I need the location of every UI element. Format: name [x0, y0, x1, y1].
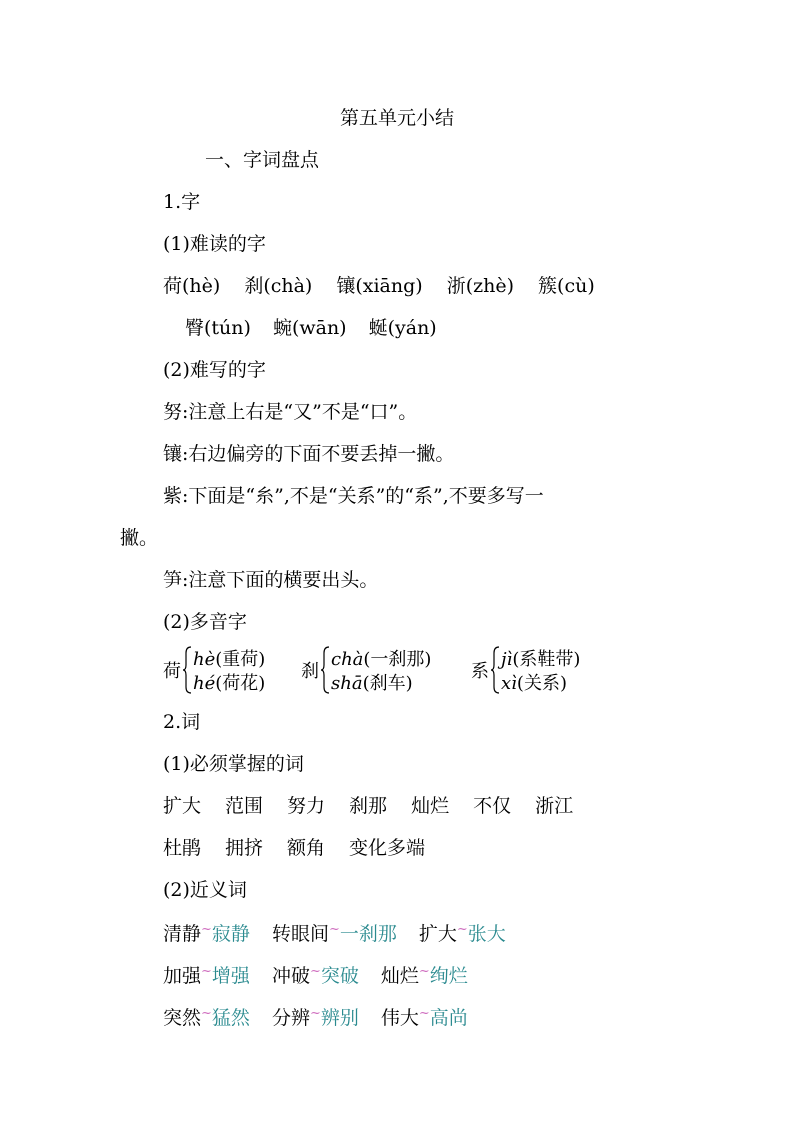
pinyin: xì [501, 673, 517, 694]
subsection-characters: 1.字 [163, 191, 201, 213]
polyphone-entry [163, 645, 293, 695]
tilde-mark: ~ [309, 1006, 321, 1021]
synonym-row [163, 960, 468, 988]
synonym-match: 一刹那 [339, 923, 397, 945]
synonym-word: 扩大 [418, 923, 457, 945]
hard-read-row-1 [163, 274, 595, 298]
section-heading: 一、字词盘点 [205, 149, 320, 171]
synonym-match: 高尚 [429, 1007, 468, 1029]
synonym-word: 冲破 [271, 965, 310, 987]
example-word: (荷花) [215, 673, 266, 694]
synonym-word: 灿烂 [380, 965, 419, 987]
example-word: (重荷) [215, 649, 266, 670]
polyphone-char: 荷 [163, 661, 181, 682]
tilde-mark: ~ [418, 964, 430, 979]
tilde-mark: ~ [309, 964, 321, 979]
tilde-mark: ~ [418, 1006, 430, 1021]
synonym-word: 伟大 [380, 1007, 419, 1029]
pinyin: jì [501, 649, 513, 670]
synonym-word: 转眼间 [271, 923, 329, 945]
tilde-mark: ~ [328, 922, 340, 937]
hard-write-note-continued: 撇。 [120, 527, 159, 549]
vocab-word: 拥挤 [225, 837, 264, 859]
hard-read-item: 镶(xiāng) [336, 275, 423, 297]
vocab-word: 变化多端 [349, 837, 426, 859]
synonym-word: 分辨 [271, 1007, 310, 1029]
tilde-mark: ~ [201, 1006, 212, 1021]
polyphone-heading: (2)多音字 [163, 611, 247, 633]
polyphone-char: 刹 [301, 661, 319, 682]
tilde-mark: ~ [201, 922, 212, 937]
hard-write-note: 笋:注意下面的横要出头。 [163, 569, 379, 591]
example-word: (关系) [516, 673, 567, 694]
vocab-word: 扩大 [163, 795, 202, 817]
tilde-mark: ~ [201, 964, 212, 979]
brace-icon [491, 645, 500, 695]
hard-read-item: 臀(tún) [185, 317, 251, 339]
polyphone-char: 系 [471, 661, 489, 682]
hard-read-item: 刹(chà) [244, 275, 313, 297]
vocab-word: 浙江 [535, 795, 574, 817]
pinyin: hè [193, 649, 216, 670]
hard-write-heading: (2)难写的字 [163, 359, 266, 381]
synonym-row [163, 918, 506, 946]
vocab-word: 范围 [225, 795, 264, 817]
must-know-heading: (1)必须掌握的词 [163, 753, 304, 775]
hard-read-item: 蜒(yán) [368, 317, 437, 339]
hard-read-heading: (1)难读的字 [163, 233, 266, 255]
synonym-match: 增强 [211, 965, 250, 987]
synonym-match: 绚烂 [429, 965, 468, 987]
synonym-match: 张大 [467, 923, 506, 945]
hard-read-item: 浙(zhè) [446, 275, 515, 297]
subsection-words: 2.词 [163, 711, 201, 733]
pinyin: shā [331, 673, 363, 694]
page-title: 第五单元小结 [339, 107, 454, 129]
example-word: (一刹那) [363, 649, 432, 670]
vocab-word: 不仅 [473, 795, 512, 817]
hard-read-item: 蜿(wān) [272, 317, 347, 339]
must-know-row-2 [163, 836, 425, 860]
hard-write-note: 努:注意上右是“又”不是“口”。 [163, 401, 418, 423]
polyphone-entry [471, 645, 631, 695]
brace-icon [183, 645, 192, 695]
example-word: (刹车) [362, 673, 413, 694]
hard-read-item: 簇(cù) [538, 275, 595, 297]
polyphone-entry [301, 645, 461, 695]
synonym-word: 突然 [163, 1007, 202, 1029]
vocab-word: 努力 [287, 795, 326, 817]
synonym-match: 寂静 [211, 923, 250, 945]
synonym-row [163, 1002, 468, 1030]
synonym-word: 加强 [163, 965, 202, 987]
example-word: (系鞋带) [512, 649, 581, 670]
vocab-word: 刹那 [349, 795, 388, 817]
synonym-word: 清静 [163, 923, 202, 945]
vocab-word: 杜鹃 [163, 837, 202, 859]
pinyin: chà [331, 649, 364, 670]
must-know-row-1 [163, 794, 573, 818]
synonym-match: 突破 [320, 965, 359, 987]
hard-read-item: 荷(hè) [163, 275, 221, 297]
vocab-word: 灿烂 [411, 795, 450, 817]
hard-write-note: 镶:右边偏旁的下面不要丢掉一撇。 [163, 443, 455, 465]
synonym-match: 辨别 [320, 1007, 359, 1029]
synonym-match: 猛然 [211, 1007, 250, 1029]
hard-write-note: 紫:下面是“糸”,不是“关系”的“系”,不要多写一 [163, 485, 544, 507]
vocab-word: 额角 [287, 837, 326, 859]
synonym-heading: (2)近义词 [163, 879, 247, 901]
tilde-mark: ~ [456, 922, 468, 937]
pinyin: hé [193, 673, 216, 694]
hard-read-row-2 [185, 316, 437, 340]
brace-icon [321, 645, 330, 695]
